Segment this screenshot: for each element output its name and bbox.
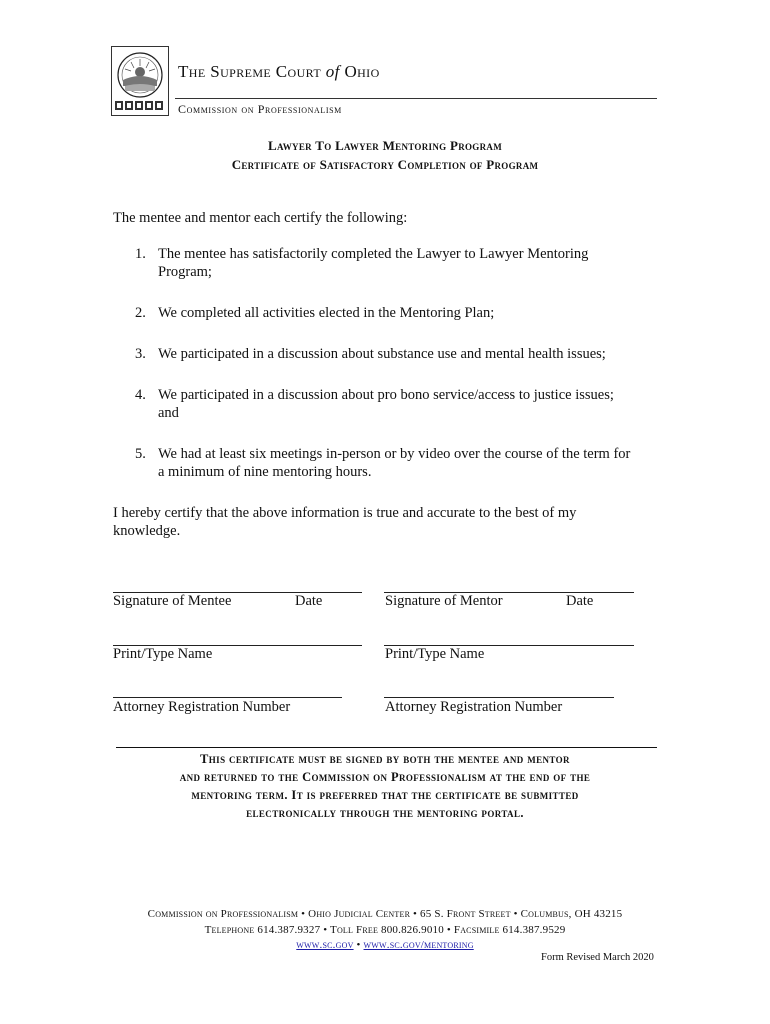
mentor-date-label: Date	[566, 593, 594, 609]
notice-line-1: This certificate must be signed by both the mentee and mentor	[200, 752, 570, 766]
list-item	[135, 245, 665, 281]
mentor-registration-line[interactable]	[384, 697, 614, 698]
list-item-text-1: We completed all activities elected in the Mentoring Plan;	[158, 305, 495, 321]
mentor-signature-label: Signature of Mentor	[385, 593, 503, 609]
court-name-of: of	[325, 62, 340, 81]
certificate-title: Certificate of Satisfactory Completion of Program	[231, 157, 539, 172]
notice-line-4: electronically through the mentoring portal.	[246, 806, 524, 820]
link-separator: •	[353, 939, 361, 951]
list-item-text-1: We had at least six meetings in-person or by video over the course of the term for	[158, 446, 631, 462]
mentee-registration-label: Attorney Registration Number	[113, 699, 291, 715]
program-title: Lawyer To Lawyer Mentoring Program	[267, 138, 503, 153]
mentee-signature-label: Signature of Mentee	[113, 593, 232, 609]
mentee-registration-line[interactable]	[113, 697, 342, 698]
list-item	[135, 445, 665, 481]
list-item-text-2: Program;	[158, 264, 212, 280]
list-item-text-2: and	[158, 405, 179, 421]
mentor-print-name-label: Print/Type Name	[385, 646, 485, 662]
intro-text: The mentee and mentor each certify the following:	[113, 210, 408, 226]
list-item-number: 2.	[135, 305, 146, 321]
list-item	[135, 304, 665, 322]
footer-links	[0, 939, 770, 951]
certify-statement	[113, 504, 633, 540]
supreme-court-seal-logo	[111, 46, 169, 116]
court-name-post: Ohio	[344, 62, 380, 81]
notice-line-3: mentoring term. It is preferred that the certificate be submitted	[191, 788, 579, 802]
footer-phone: Telephone 614.387.9327 • Toll Free 800.826.9010 • Facsimile 614.387.9529	[204, 924, 566, 936]
list-item-number: 3.	[135, 346, 146, 362]
list-item	[135, 386, 665, 422]
court-name-heading	[178, 62, 380, 82]
list-item-number: 1.	[135, 246, 146, 262]
list-item-text-1: We participated in a discussion about substance use and mental health issues;	[158, 346, 606, 362]
court-name-pre: The Supreme Court	[178, 62, 322, 81]
list-item-number: 5.	[135, 446, 146, 462]
mentee-date-label: Date	[295, 593, 323, 609]
certify-line-2: knowledge.	[113, 523, 181, 539]
notice-line-2: and returned to the Commission on Professionalism at the end of the	[179, 770, 591, 784]
mentoring-link[interactable]: www.sc.gov/mentoring	[363, 939, 474, 951]
website-link[interactable]: www.sc.gov	[296, 939, 354, 951]
list-item-text-2: a minimum of nine mentoring hours.	[158, 464, 372, 480]
list-item-number: 4.	[135, 387, 146, 403]
notice-divider	[116, 747, 657, 748]
mentor-registration-label: Attorney Registration Number	[385, 699, 563, 715]
mentee-print-name-label: Print/Type Name	[113, 646, 213, 662]
header-divider	[175, 98, 657, 99]
list-item-text-1: We participated in a discussion about pro bono service/access to justice issues;	[158, 387, 614, 403]
certify-line-1: I hereby certify that the above information is true and accurate to the best of my	[113, 505, 577, 521]
list-item-text-1: The mentee has satisfactorily completed the Lawyer to Lawyer Mentoring	[158, 246, 589, 262]
form-revised-date: Form Revised March 2020	[541, 952, 654, 963]
list-item	[135, 345, 665, 363]
commission-name: Commission on Professionalism	[178, 102, 342, 116]
footer-address: Commission on Professionalism • Ohio Judicial Center • 65 S. Front Street • Columbus, OH 43215	[147, 908, 623, 920]
